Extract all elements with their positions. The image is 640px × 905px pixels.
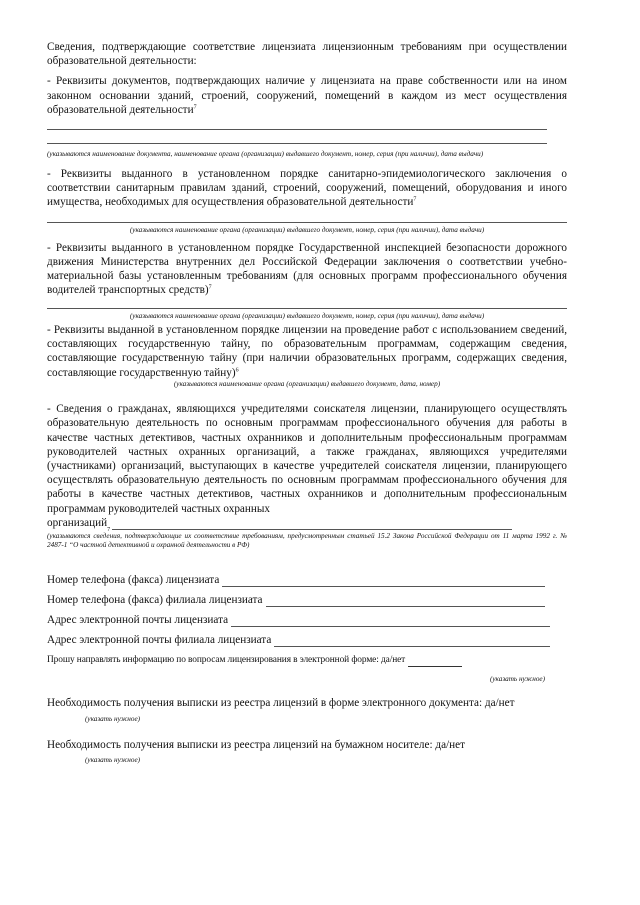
section-sanitary-text: - Реквизиты выданного в установленном порядке санитарно-эпидемиологического заключения о соответствии санитарным правилам зданий, строений, сооружений, помещений, оборудования и иного имущества, необходимых для осуществления образовательной деятельности bbox=[47, 167, 567, 208]
section-premises-text: - Реквизиты документов, подтверждающих наличие у лицензиата на праве собственности или на ином законном основании зданий, строений, сооружений, помещений в каждом из мест осуществления образовательной деятельности bbox=[47, 75, 567, 116]
extract-electronic-caption: (указать нужное) bbox=[85, 714, 141, 723]
phone-branch-field[interactable] bbox=[266, 595, 545, 607]
founders-last-line: организаций 7 bbox=[47, 516, 567, 530]
sanitary-caption: (указываются наименование органа (организации) выдавшего документ, номер, серия (при наличии), дата выдачи) bbox=[129, 226, 485, 235]
section-traffic-police bbox=[47, 241, 567, 298]
extract-electronic-text: Необходимость получения выписки из реестра лицензий в форме электронного документа: да/нет bbox=[47, 697, 515, 710]
phone-row bbox=[47, 573, 545, 587]
footnote-ref: 7 bbox=[413, 196, 417, 203]
electronic-request-caption: (указать нужное) bbox=[489, 674, 545, 683]
fill-line bbox=[47, 308, 567, 309]
fill-line bbox=[47, 129, 547, 130]
fill-line bbox=[47, 222, 567, 223]
traffic-police-caption: (указываются наименование органа (организации) выдавшего документ, номер, серия (при наличии), дата выдачи) bbox=[129, 312, 485, 321]
premises-caption: (указываются наименование документа, наименование органа (организации) выдавшего документ, номер, серия (при наличии), дата выдачи) bbox=[47, 150, 484, 159]
email-branch-row bbox=[47, 633, 550, 647]
electronic-request-row bbox=[47, 653, 567, 667]
extract-paper-caption: (указать нужное) bbox=[85, 756, 141, 765]
fill-line bbox=[112, 518, 512, 530]
phone-field[interactable] bbox=[222, 575, 545, 587]
email-label: Адрес электронной почты лицензиата bbox=[47, 613, 229, 626]
email-branch-label: Адрес электронной почты филиала лицензиата bbox=[47, 633, 272, 646]
email-field[interactable] bbox=[231, 615, 550, 627]
section-founders: - Сведения о гражданах, являющихся учредителями соискателя лицензии, планирующего осуществлять образовательную деятельность по основным программам профессионального обучения для работы в качестве частных детективов, частных охранников и дополнительным профессиональным программам руководителей частных охранных организаций, а также гражданах, являющихся учредителями (участниками) организаций, выступающих в качестве учредителей соискателя лицензии, планирующего осуществлять образовательную деятельность по основным программам профессионального обучения для работы в качестве частных детективов, частных охранников и дополнительным профессиональным программам руководителей частных охранных bbox=[47, 403, 567, 515]
section-premises bbox=[47, 74, 567, 117]
section-state-secret-text: - Реквизиты выданной в установленном порядке лицензии на проведение работ с использованием сведений, составляющих государственную тайну, по образовательным программам, содержащим сведения, составляющие государственную тайну (при наличии образовательных программ, содержащих сведения, составляющие государственную тайну) bbox=[47, 323, 567, 379]
electronic-request-label: Прошу направлять информацию по вопросам лицензирования в электронной форме: да/нет bbox=[47, 654, 406, 665]
intro-paragraph: Сведения, подтверждающие соответствие лицензиата лицензионным требованиям при осуществлении образовательной деятельности: bbox=[47, 41, 567, 68]
fill-line bbox=[47, 143, 547, 144]
document-page bbox=[47, 40, 567, 766]
footnote-ref: 7 bbox=[193, 104, 197, 111]
footnote-ref: 6 bbox=[235, 366, 239, 373]
phone-label: Номер телефона (факса) лицензиата bbox=[47, 573, 220, 586]
phone-branch-row bbox=[47, 593, 545, 607]
email-row bbox=[47, 613, 550, 627]
section-state-secret bbox=[47, 323, 567, 380]
founders-last-word: организаций bbox=[47, 516, 108, 529]
electronic-request-field[interactable] bbox=[408, 656, 462, 667]
footnote-ref: 7 bbox=[208, 284, 212, 291]
extract-paper-text: Необходимость получения выписки из реестра лицензий на бумажном носителе: да/нет bbox=[47, 739, 465, 752]
email-branch-field[interactable] bbox=[274, 635, 550, 647]
state-secret-caption: (указываются наименование органа (организации) выдавшего документ, дата, номер) bbox=[173, 379, 441, 388]
section-sanitary bbox=[47, 167, 567, 210]
contacts-block bbox=[47, 573, 567, 685]
phone-branch-label: Номер телефона (факса) филиала лицензиата bbox=[47, 593, 263, 606]
section-traffic-police-text: - Реквизиты выданного в установленном порядке Государственной инспекцией безопасности дорожного движения Министерства внутренних дел Российской Федерации заключения о соответствии учебно-материальной базы установленным требованиям (для основных программ профессионального обучения водителей транспортных средств) bbox=[47, 241, 567, 297]
founders-caption: (указываются сведения, подтверждающие их соответствие требованиям, предусмотренным статьей 15.2 Закона Российской Федерации от 11 марта 1992 г. № 2487-1 “О частной детективной и охранной деятельности в РФ) bbox=[47, 531, 567, 550]
